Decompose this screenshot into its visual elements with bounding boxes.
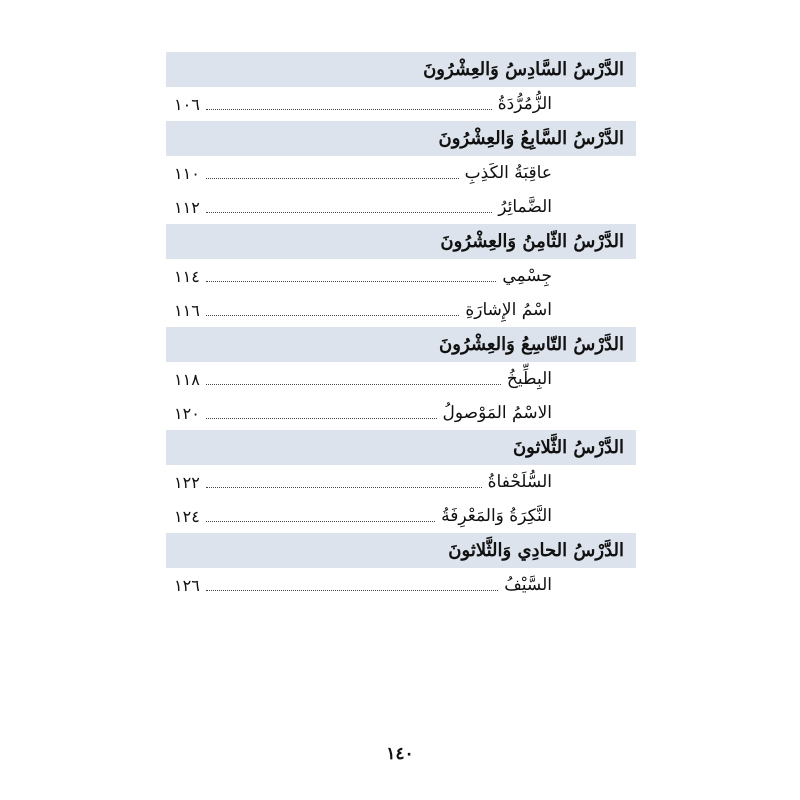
dot-leader [206, 487, 482, 488]
entry-title: النَّكِرَةُ وَالمَعْرِفَةُ [441, 506, 552, 526]
lesson-heading [166, 52, 636, 87]
page-number: ١٤٠ [386, 744, 414, 764]
entry-page: ١١٤ [174, 266, 200, 286]
entry-page: ١٢٠ [174, 403, 200, 423]
table-of-contents [166, 52, 636, 602]
entry-page: ١١٨ [174, 369, 200, 389]
toc-entry [166, 568, 636, 602]
lesson-title: الدَّرْسُ السَّابِعُ وَالعِشْرُونَ [438, 128, 624, 149]
dot-leader [206, 521, 435, 522]
toc-entry [166, 87, 636, 121]
dot-leader [206, 384, 501, 385]
lesson-heading [166, 121, 636, 156]
lesson-title: الدَّرْسُ التّاسِعُ وَالعِشْرُونَ [439, 334, 624, 355]
dot-leader [206, 109, 492, 110]
entry-page: ١١٦ [174, 300, 200, 320]
entry-title: السَّيْفُ [504, 575, 552, 595]
lesson-heading [166, 430, 636, 465]
toc-entry [166, 156, 636, 190]
dot-leader [206, 418, 437, 419]
lesson-heading [166, 224, 636, 259]
lesson-title: الدَّرْسُ الحادِي وَالثَّلاثونَ [448, 540, 624, 561]
dot-leader [206, 178, 459, 179]
toc-entry [166, 465, 636, 499]
entry-page: ١١٠ [174, 163, 200, 183]
toc-entry [166, 499, 636, 533]
lesson-heading [166, 533, 636, 568]
entry-title: الاسْمُ المَوْصولُ [442, 403, 552, 423]
toc-entry [166, 259, 636, 293]
toc-entry [166, 190, 636, 224]
entry-title: عاقِبَةُ الكَذِبِ [464, 163, 552, 183]
entry-title: اسْمُ الإِشارَةِ [465, 300, 552, 320]
entry-page: ١٢٤ [174, 506, 200, 526]
entry-title: البِطِّيخُ [506, 369, 552, 389]
dot-leader [206, 590, 498, 591]
entry-page: ١٠٦ [174, 94, 200, 114]
entry-page: ١١٢ [174, 197, 200, 217]
lesson-heading [166, 327, 636, 362]
entry-page: ١٢٢ [174, 472, 200, 492]
toc-entry [166, 362, 636, 396]
entry-title: الزُّمُرُّدَةُ [497, 94, 552, 114]
dot-leader [206, 315, 460, 316]
entry-title: جِسْمِي [502, 266, 552, 286]
toc-entry [166, 396, 636, 430]
toc-entry [166, 293, 636, 327]
entry-page: ١٢٦ [174, 575, 200, 595]
dot-leader [206, 281, 497, 282]
entry-title: الضَّمائِرُ [498, 197, 552, 217]
dot-leader [206, 212, 492, 213]
lesson-title: الدَّرْسُ الثّامِنُ وَالعِشْرُونَ [440, 231, 624, 252]
lesson-title: الدَّرْسُ السَّادِسُ وَالعِشْرُونَ [423, 59, 624, 80]
lesson-title: الدَّرْسُ الثَّلاثونَ [512, 437, 624, 458]
entry-title: السُّلَحْفاةُ [487, 472, 552, 492]
